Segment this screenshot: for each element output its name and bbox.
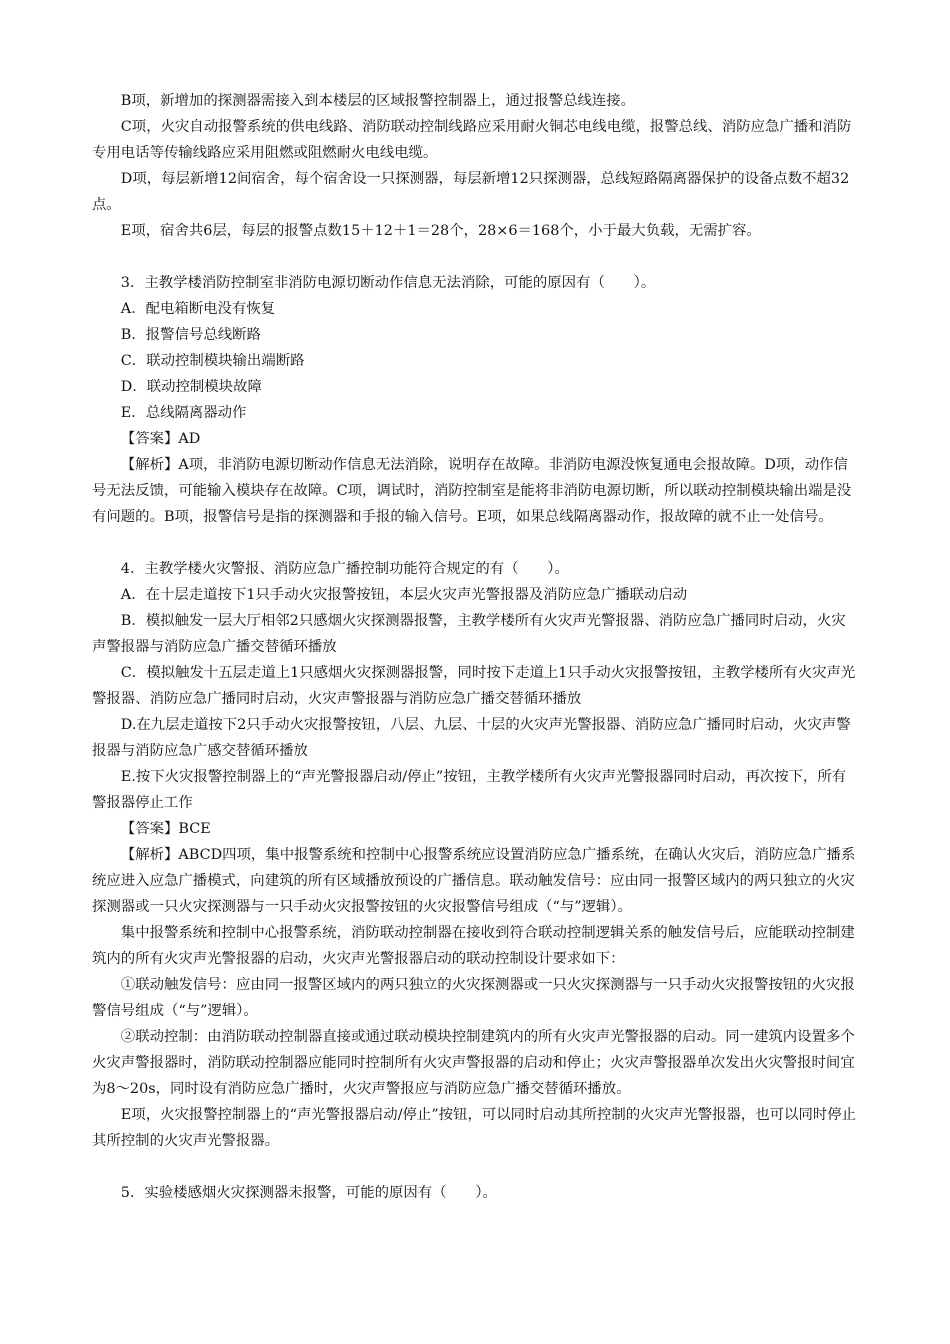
q3-answer: 【答案】AD — [120, 431, 201, 447]
q5-question: 5．实验楼感烟火灾探测器未报警，可能的原因有（ ）。 — [120, 1185, 497, 1201]
q4-analysis-4: ②联动控制：由消防联动控制器直接或通过联动模块控制建筑内的所有火灾声光警报器的启动。同一建筑内设置多个火灾声警报器时，消防联动控制器应能同时控制所有火灾声警报器的启动和停止；火灾声警报器单次发出火灾警报时间宜为8～20s，同时设有消防应急广播时，火灾声警报应与消防应急广播交替循环播放。 — [92, 1029, 855, 1097]
q4-option-d: D.在九层走道按下2只手动火灾报警按钮，八层、九层、十层的火灾声光警报器、消防应急广播同时启动，火灾声警报器与消防应急广感交替循环播放 — [92, 717, 851, 759]
q3-option-d: D．联动控制模块故障 — [120, 379, 262, 395]
spacer — [92, 1154, 860, 1180]
q4-option-e: E.按下火灾报警控制器上的“声光警报器启动/停止”按钮，主教学楼所有火灾声光警报器同时启动，再次按下，所有警报器停止工作 — [92, 769, 847, 811]
q4-option-b: B．模拟触发一层大厅相邻2只感烟火灾探测器报警，主教学楼所有火灾声光警报器、消防应急广播同时启动，火灾声警报器与消防应急广播交替循环播放 — [92, 613, 846, 655]
prev-explanation-d: D项，每层新增12间宿舍，每个宿舍设一只探测器，每层新增12只探测器，总线短路隔离器保护的设备点数不超32点。 — [92, 171, 850, 213]
prev-explanation-e: E项，宿舍共6层，每层的报警点数15＋12＋1＝28个，28×6＝168个，小于最大负载，无需扩容。 — [120, 223, 761, 239]
q4-analysis-5: E项，火灾报警控制器上的“声光警报器启动/停止”按钮，可以同时启动其所控制的火灾声光警报器，也可以同时停止其所控制的火灾声光警报器。 — [92, 1107, 857, 1149]
spacer — [92, 244, 860, 270]
q3-option-b: B．报警信号总线断路 — [120, 327, 261, 343]
q3-option-e: E．总线隔离器动作 — [120, 405, 247, 421]
q3-option-a: A．配电箱断电没有恢复 — [120, 301, 276, 317]
q4-option-c: C．模拟触发十五层走道上1只感烟火灾探测器报警，同时按下走道上1只手动火灾报警按钮，主教学楼所有火灾声光警报器、消防应急广播同时启动，火灾声警报器与消防应急广播交替循环播放 — [92, 665, 856, 707]
q3-option-c: C．联动控制模块输出端断路 — [120, 353, 305, 369]
q3-question: 3．主教学楼消防控制室非消防电源切断动作信息无法消除，可能的原因有（ ）。 — [120, 275, 656, 291]
prev-explanation-c: C项，火灾自动报警系统的供电线路、消防联动控制线路应采用耐火铜芯电线电缆，报警总线、消防应急广播和消防专用电话等传输线路应采用阻燃或阻燃耐火电线电缆。 — [92, 119, 852, 161]
q4-question: 4．主教学楼火灾警报、消防应急广播控制功能符合规定的有（ ）。 — [120, 561, 569, 577]
q4-analysis-1: 【解析】ABCD四项，集中报警系统和控制中心报警系统应设置消防应急广播系统，在确认火灾后，消防应急广播系统应进入应急广播模式，向建筑的所有区域播放预设的广播信息。联动触发信号：应由同一报警区域内的两只独立的火灾探测器或一只火灾探测器与一只手动火灾报警按钮的火灾报警信号组成（“与”逻辑）。 — [92, 847, 856, 915]
prev-explanation-b: B项，新增加的探测器需接入到本楼层的区域报警控制器上，通过报警总线连接。 — [120, 93, 636, 109]
q4-option-a: A．在十层走道按下1只手动火灾报警按钮，本层火灾声光警报器及消防应急广播联动启动 — [120, 587, 688, 603]
q3-analysis: 【解析】A项，非消防电源切断动作信息无法消除，说明存在故障。非消防电源没恢复通电会报故障。D项，动作信号无法反馈，可能输入模块存在故障。C项，调试时，消防控制室是能将非消防电源切断，所以联动控制模块输出端是没有问题的。B项，报警信号是指的探测器和手报的输入信号。E项，如果总线隔离器动作，报故障的就不止一处信号。 — [92, 457, 852, 525]
q4-analysis-2: 集中报警系统和控制中心报警系统，消防联动控制器在接收到符合联动控制逻辑关系的触发信号后，应能联动控制建筑内的所有火灾声光警报器的启动，火灾声光警报器启动的联动控制设计要求如下： — [92, 925, 855, 967]
q4-analysis-3: ①联动触发信号：应由同一报警区域内的两只独立的火灾探测器或一只火灾探测器与一只手动火灾报警按钮的火灾报警信号组成（“与”逻辑）。 — [92, 977, 855, 1019]
spacer — [92, 530, 860, 556]
q4-answer: 【答案】BCE — [120, 821, 211, 837]
